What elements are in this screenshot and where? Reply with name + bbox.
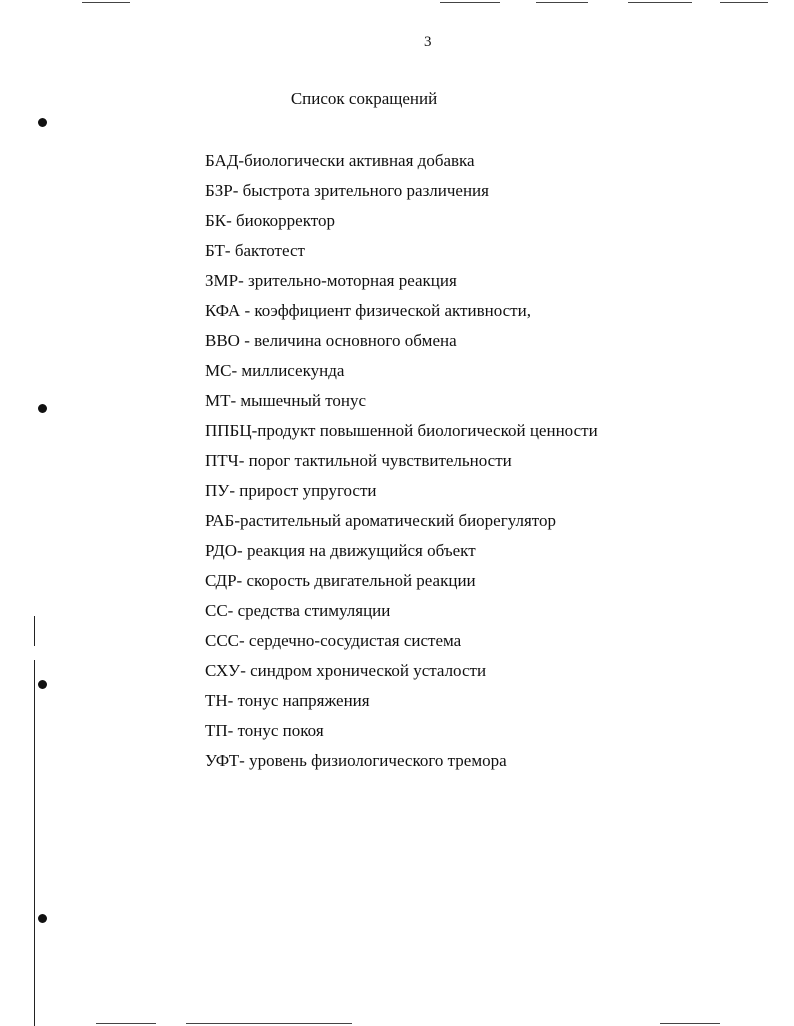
list-item: БК- биокорректор (205, 211, 335, 230)
list-item: ССС- сердечно-сосудистая система (205, 631, 462, 650)
punch-hole-mark (38, 680, 47, 689)
scan-artifact-line (34, 660, 35, 1026)
list-item: ТН- тонус напряжения (205, 691, 370, 710)
scan-artifact-line (34, 616, 35, 646)
list-item: БАД-биологически активная добавка (205, 151, 475, 170)
list-item: ППБЦ-продукт повышенной биологической ценности (205, 421, 598, 440)
list-item: ТП- тонус покоя (205, 721, 324, 740)
list-item: УФТ- уровень физиологического тремора (205, 751, 507, 770)
list-item: БТ- бактотест (205, 241, 305, 260)
list-item: СДР- скорость двигательной реакции (205, 571, 476, 590)
list-item: ПТЧ- порог тактильной чувствительности (205, 451, 512, 470)
list-item: СХУ- синдром хронической усталости (205, 661, 487, 680)
list-item: КФА - коэффициент физической активности, (205, 301, 531, 320)
list-item: ЗМР- зрительно-моторная реакция (205, 271, 457, 290)
punch-hole-mark (38, 118, 47, 127)
list-item: СС- средства стимуляции (205, 601, 391, 620)
list-item: МС- миллисекунда (205, 361, 345, 380)
punch-hole-mark (38, 404, 47, 413)
punch-hole-mark (38, 914, 47, 923)
abbreviation-list (205, 150, 598, 780)
scan-artifact-line (628, 2, 692, 3)
list-item: РДО- реакция на движущийся объект (205, 541, 476, 560)
page-number: 3 (424, 34, 432, 50)
list-item: БЗР- быстрота зрительного различения (205, 181, 489, 200)
list-item: ВВО - величина основного обмена (205, 331, 457, 350)
page-title: Список сокращений (290, 89, 438, 108)
scan-artifact-line (536, 2, 588, 3)
scan-artifact-line (720, 2, 768, 3)
scan-artifact-line (96, 1023, 156, 1024)
scan-artifact-line (440, 2, 500, 3)
scan-artifact-line (82, 2, 130, 3)
list-item: ПУ- прирост упругости (205, 481, 377, 500)
scan-artifact-line (660, 1023, 720, 1024)
list-item: МТ- мышечный тонус (205, 391, 367, 410)
list-item: РАБ-растительный ароматический биорегулятор (205, 511, 556, 530)
scan-artifact-line (186, 1023, 352, 1024)
